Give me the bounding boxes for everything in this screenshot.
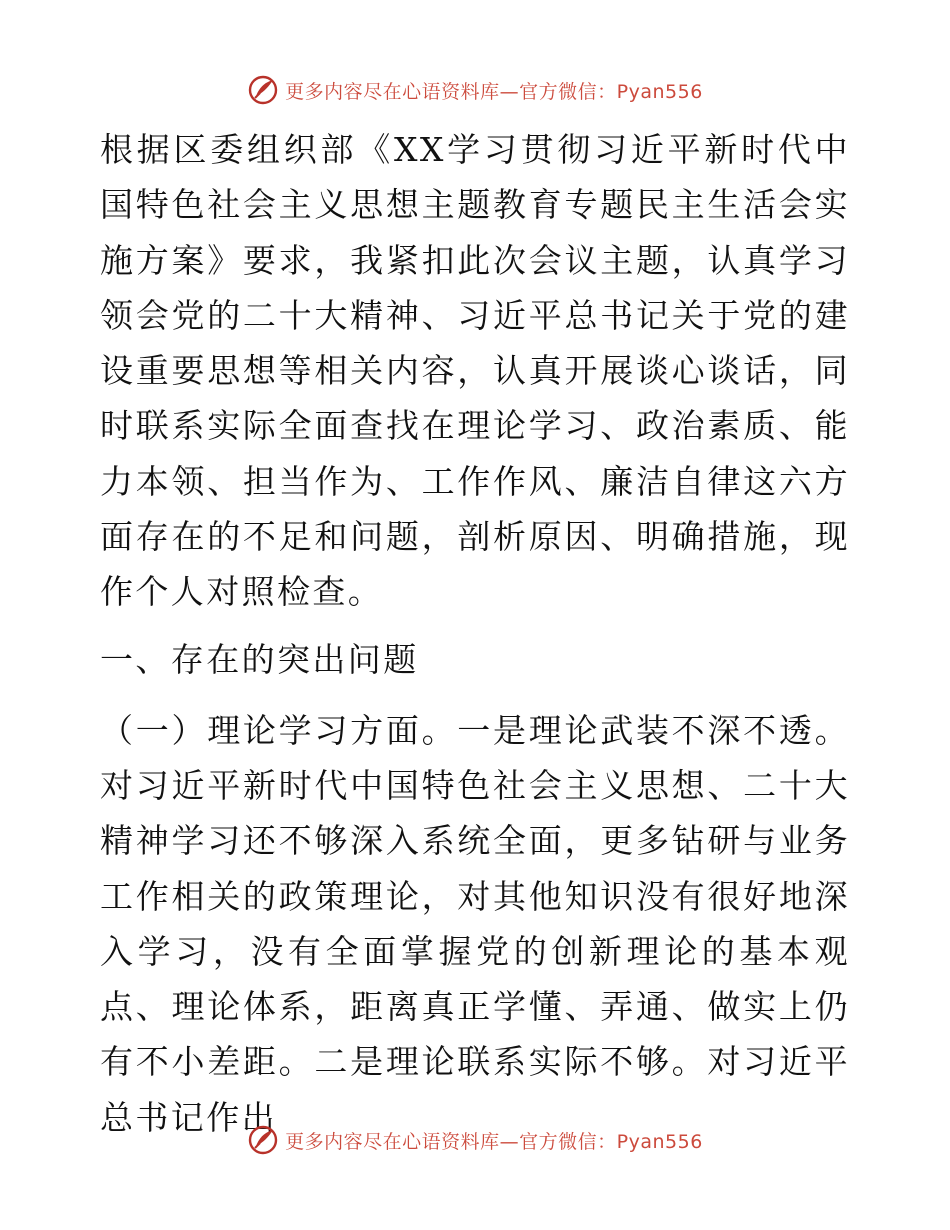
header-watermark [0, 74, 950, 106]
quill-logo-icon [247, 74, 279, 106]
footer-watermark [0, 1124, 950, 1156]
watermark-text: 更多内容尽在心语资料库—官方微信：Pyan556 [285, 80, 703, 103]
section-heading: 一、存在的突出问题 [100, 639, 419, 679]
watermark-text: 更多内容尽在心语资料库—官方微信：Pyan556 [285, 1130, 703, 1153]
intro-paragraph: 根据区委组织部《XX学习贯彻习近平新时代中国特色社会主义思想主题教育专题民主生活会实施方案》要求，我紧扣此次会议主题，认真学习领会党的二十大精神、习近平总书记关于党的建设重要思想等相关内容，认真开展谈心谈话，同时联系实际全面查找在理论学习、政治素质、能力本领、担当作为、工作作风、廉洁自律这六方面存在的不足和问题，剖析原因、明确措施，现作个人对照检查。 [100, 130, 850, 612]
document-body [100, 122, 850, 1145]
theory-study-paragraph: （一）理论学习方面。一是理论武装不深不透。对习近平新时代中国特色社会主义思想、二十大精神学习还不够深入系统全面，更多钻研与业务工作相关的政策理论，对其他知识没有很好地深入学习，没有全面掌握党的创新理论的基本观点、理论体系，距离真正学懂、弄通、做实上仍有不小差距。二是理论联系实际不够。对习近平总书记作出 [100, 710, 850, 1137]
quill-logo-icon [247, 1124, 279, 1156]
